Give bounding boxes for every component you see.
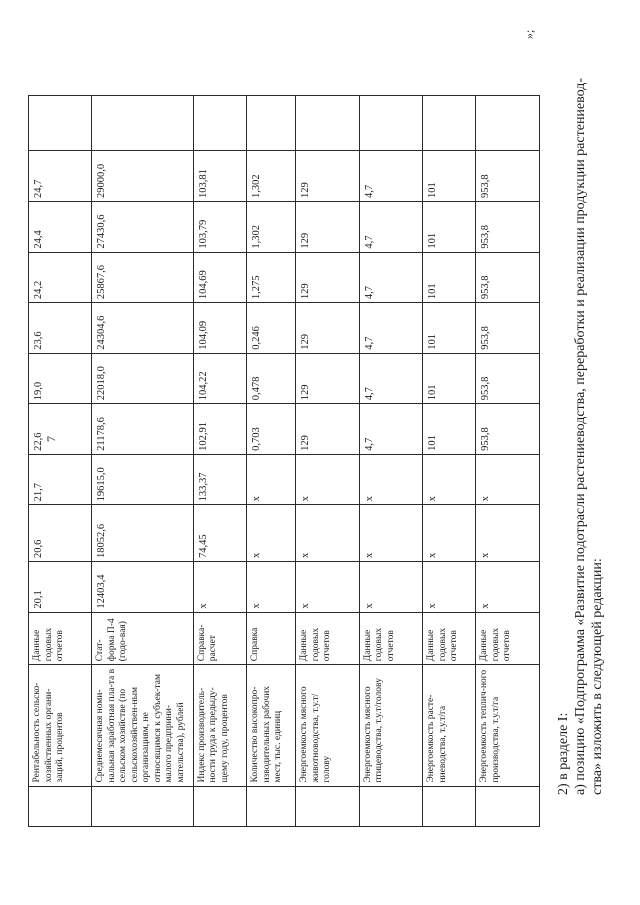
- value-cell: 104,22: [193, 353, 246, 404]
- footer-line-1: 2) в разделе I:: [556, 712, 571, 795]
- table-row: [193, 31, 246, 827]
- indicator-name: Индекс производитель-ности труда к предыду-щему году, процентов: [193, 665, 246, 786]
- value-cell: 0,246: [247, 303, 296, 354]
- value-cell: х: [359, 505, 422, 562]
- value-cell: х: [476, 454, 540, 505]
- data-source: Данные годовых отчетов: [29, 612, 92, 665]
- blank-cell: [193, 786, 246, 826]
- indicator-name: Энергоемкость теплич-ного производства, т.у.т/га: [476, 665, 540, 786]
- value-cell: 103,79: [193, 202, 246, 253]
- value-cell: 19615,0: [92, 454, 193, 505]
- value-cell: 133,37: [193, 454, 246, 505]
- indicators-table-container: [28, 30, 540, 827]
- table-row: [92, 31, 193, 827]
- value-cell: 101: [423, 252, 476, 303]
- value-cell: 953,8: [476, 252, 540, 303]
- blank-cell: [29, 95, 92, 151]
- indicator-name: Количество высокопро-изводительных рабочих мест, тыс. единиц: [247, 665, 296, 786]
- blank-cell: [423, 95, 476, 151]
- value-cell: 18052,6: [92, 505, 193, 562]
- table-row: [29, 31, 92, 827]
- blank-cell: [423, 786, 476, 826]
- value-cell: х: [423, 505, 476, 562]
- value-cell: х: [193, 562, 246, 613]
- blank-cell: [247, 95, 296, 151]
- data-source: Справка-расчет: [193, 612, 246, 665]
- value-cell: 21178,6: [92, 404, 193, 455]
- data-source: Стат-форма П-4 (годо-вая): [92, 612, 193, 665]
- blank-cell: [359, 95, 422, 151]
- indicator-name: Рентабельность сельско-хозяйственных органи-заций, процентов: [29, 665, 92, 786]
- data-source: Справка: [247, 612, 296, 665]
- value-cell: 24,2: [29, 252, 92, 303]
- value-cell: 4,7: [359, 202, 422, 253]
- value-cell: 24,7: [29, 151, 92, 202]
- value-cell: х: [359, 454, 422, 505]
- value-cell: 23,6: [29, 303, 92, 354]
- value-cell: 25867,6: [92, 252, 193, 303]
- table-row: [423, 31, 476, 827]
- footer-line-2: а) позицию «Подпрограмма «Развитие подотрасли растениеводства, переработки и реализации продукции растениевод-: [573, 77, 588, 795]
- value-cell: х: [423, 454, 476, 505]
- value-cell: 101: [423, 202, 476, 253]
- data-source: Данные годовых отчетов: [359, 612, 422, 665]
- value-cell: 0,478: [247, 353, 296, 404]
- indicator-name: Среднемесячная номи-нальная заработная пла-та в сельском хозяйстве (по сельскохозяйствен-ным организациям, не относящимся к субъек-там малого предприни-мательства), рублей: [92, 665, 193, 786]
- value-cell: 129: [296, 202, 359, 253]
- value-cell: 104,09: [193, 303, 246, 354]
- table-row: [296, 31, 359, 827]
- data-source: Данные годовых отчетов: [476, 612, 540, 665]
- value-cell: 22018,0: [92, 353, 193, 404]
- value-cell: 102,91: [193, 404, 246, 455]
- value-cell: х: [296, 505, 359, 562]
- value-cell: х: [423, 562, 476, 613]
- value-cell: 19,0: [29, 353, 92, 404]
- value-cell: 129: [296, 404, 359, 455]
- value-cell: 24,4: [29, 202, 92, 253]
- value-cell: х: [296, 454, 359, 505]
- blank-cell: [359, 786, 422, 826]
- value-cell: 129: [296, 303, 359, 354]
- blank-cell: [296, 95, 359, 151]
- value-cell: 953,8: [476, 151, 540, 202]
- data-source: Данные годовых отчетов: [296, 612, 359, 665]
- value-cell: 953,8: [476, 353, 540, 404]
- value-cell: 4,7: [359, 303, 422, 354]
- value-cell: 4,7: [359, 353, 422, 404]
- value-cell: 22,6: [29, 404, 92, 455]
- value-cell: 20,6: [29, 505, 92, 562]
- blank-cell: [296, 786, 359, 826]
- value-cell: 0,703: [247, 404, 296, 455]
- value-cell: 21,7: [29, 454, 92, 505]
- indicators-table: [28, 30, 540, 827]
- blank-cell: [476, 786, 540, 826]
- value-cell: 101: [423, 353, 476, 404]
- value-cell: 101: [423, 303, 476, 354]
- value-cell: 4,7: [359, 151, 422, 202]
- value-cell: 101: [423, 151, 476, 202]
- value-cell: х: [476, 505, 540, 562]
- value-cell: х: [359, 562, 422, 613]
- value-cell: 129: [296, 252, 359, 303]
- blank-cell: [476, 95, 540, 151]
- value-cell: 953,8: [476, 404, 540, 455]
- value-cell: х: [247, 454, 296, 505]
- blank-cell: [193, 95, 246, 151]
- indicator-name: Энергоемкость мясного животноводства, т.у.т/голову: [296, 665, 359, 786]
- value-cell: 953,8: [476, 202, 540, 253]
- value-cell: 4,7: [359, 252, 422, 303]
- value-cell: х: [247, 562, 296, 613]
- value-cell: 4,7: [359, 404, 422, 455]
- value-cell: 74,45: [193, 505, 246, 562]
- value-cell: 953,8: [476, 303, 540, 354]
- closing-quote: »;: [522, 29, 536, 39]
- value-cell: 101: [423, 404, 476, 455]
- table-row: [476, 31, 540, 827]
- blank-cell: [92, 95, 193, 151]
- footer-line-3: ства» изложить в следующей редакции:: [590, 558, 605, 795]
- value-cell: 29000,0: [92, 151, 193, 202]
- value-cell: 1,275: [247, 252, 296, 303]
- blank-cell: [92, 786, 193, 826]
- value-cell: 20,1: [29, 562, 92, 613]
- data-source: Данные годовых отчетов: [423, 612, 476, 665]
- value-cell: 27430,6: [92, 202, 193, 253]
- blank-cell: [247, 786, 296, 826]
- value-cell: х: [296, 562, 359, 613]
- value-cell: 129: [296, 151, 359, 202]
- value-cell: 129: [296, 353, 359, 404]
- value-cell: 24304,6: [92, 303, 193, 354]
- table-row: [359, 31, 422, 827]
- indicator-name: Энергоемкость расте-ниеводства, т.у.т/га: [423, 665, 476, 786]
- value-cell: 103,81: [193, 151, 246, 202]
- value-cell: х: [247, 505, 296, 562]
- value-cell: 12403,4: [92, 562, 193, 613]
- value-cell: 1,302: [247, 202, 296, 253]
- page-number: 7: [44, 436, 58, 442]
- table-row: [247, 31, 296, 827]
- value-cell: 104,69: [193, 252, 246, 303]
- indicator-name: Энергоемкость мясного птицеводства, т.у.т/голову: [359, 665, 422, 786]
- value-cell: х: [476, 562, 540, 613]
- amendment-text: [555, 5, 606, 795]
- blank-cell: [29, 786, 92, 826]
- value-cell: 1,302: [247, 151, 296, 202]
- table-body: [29, 31, 540, 827]
